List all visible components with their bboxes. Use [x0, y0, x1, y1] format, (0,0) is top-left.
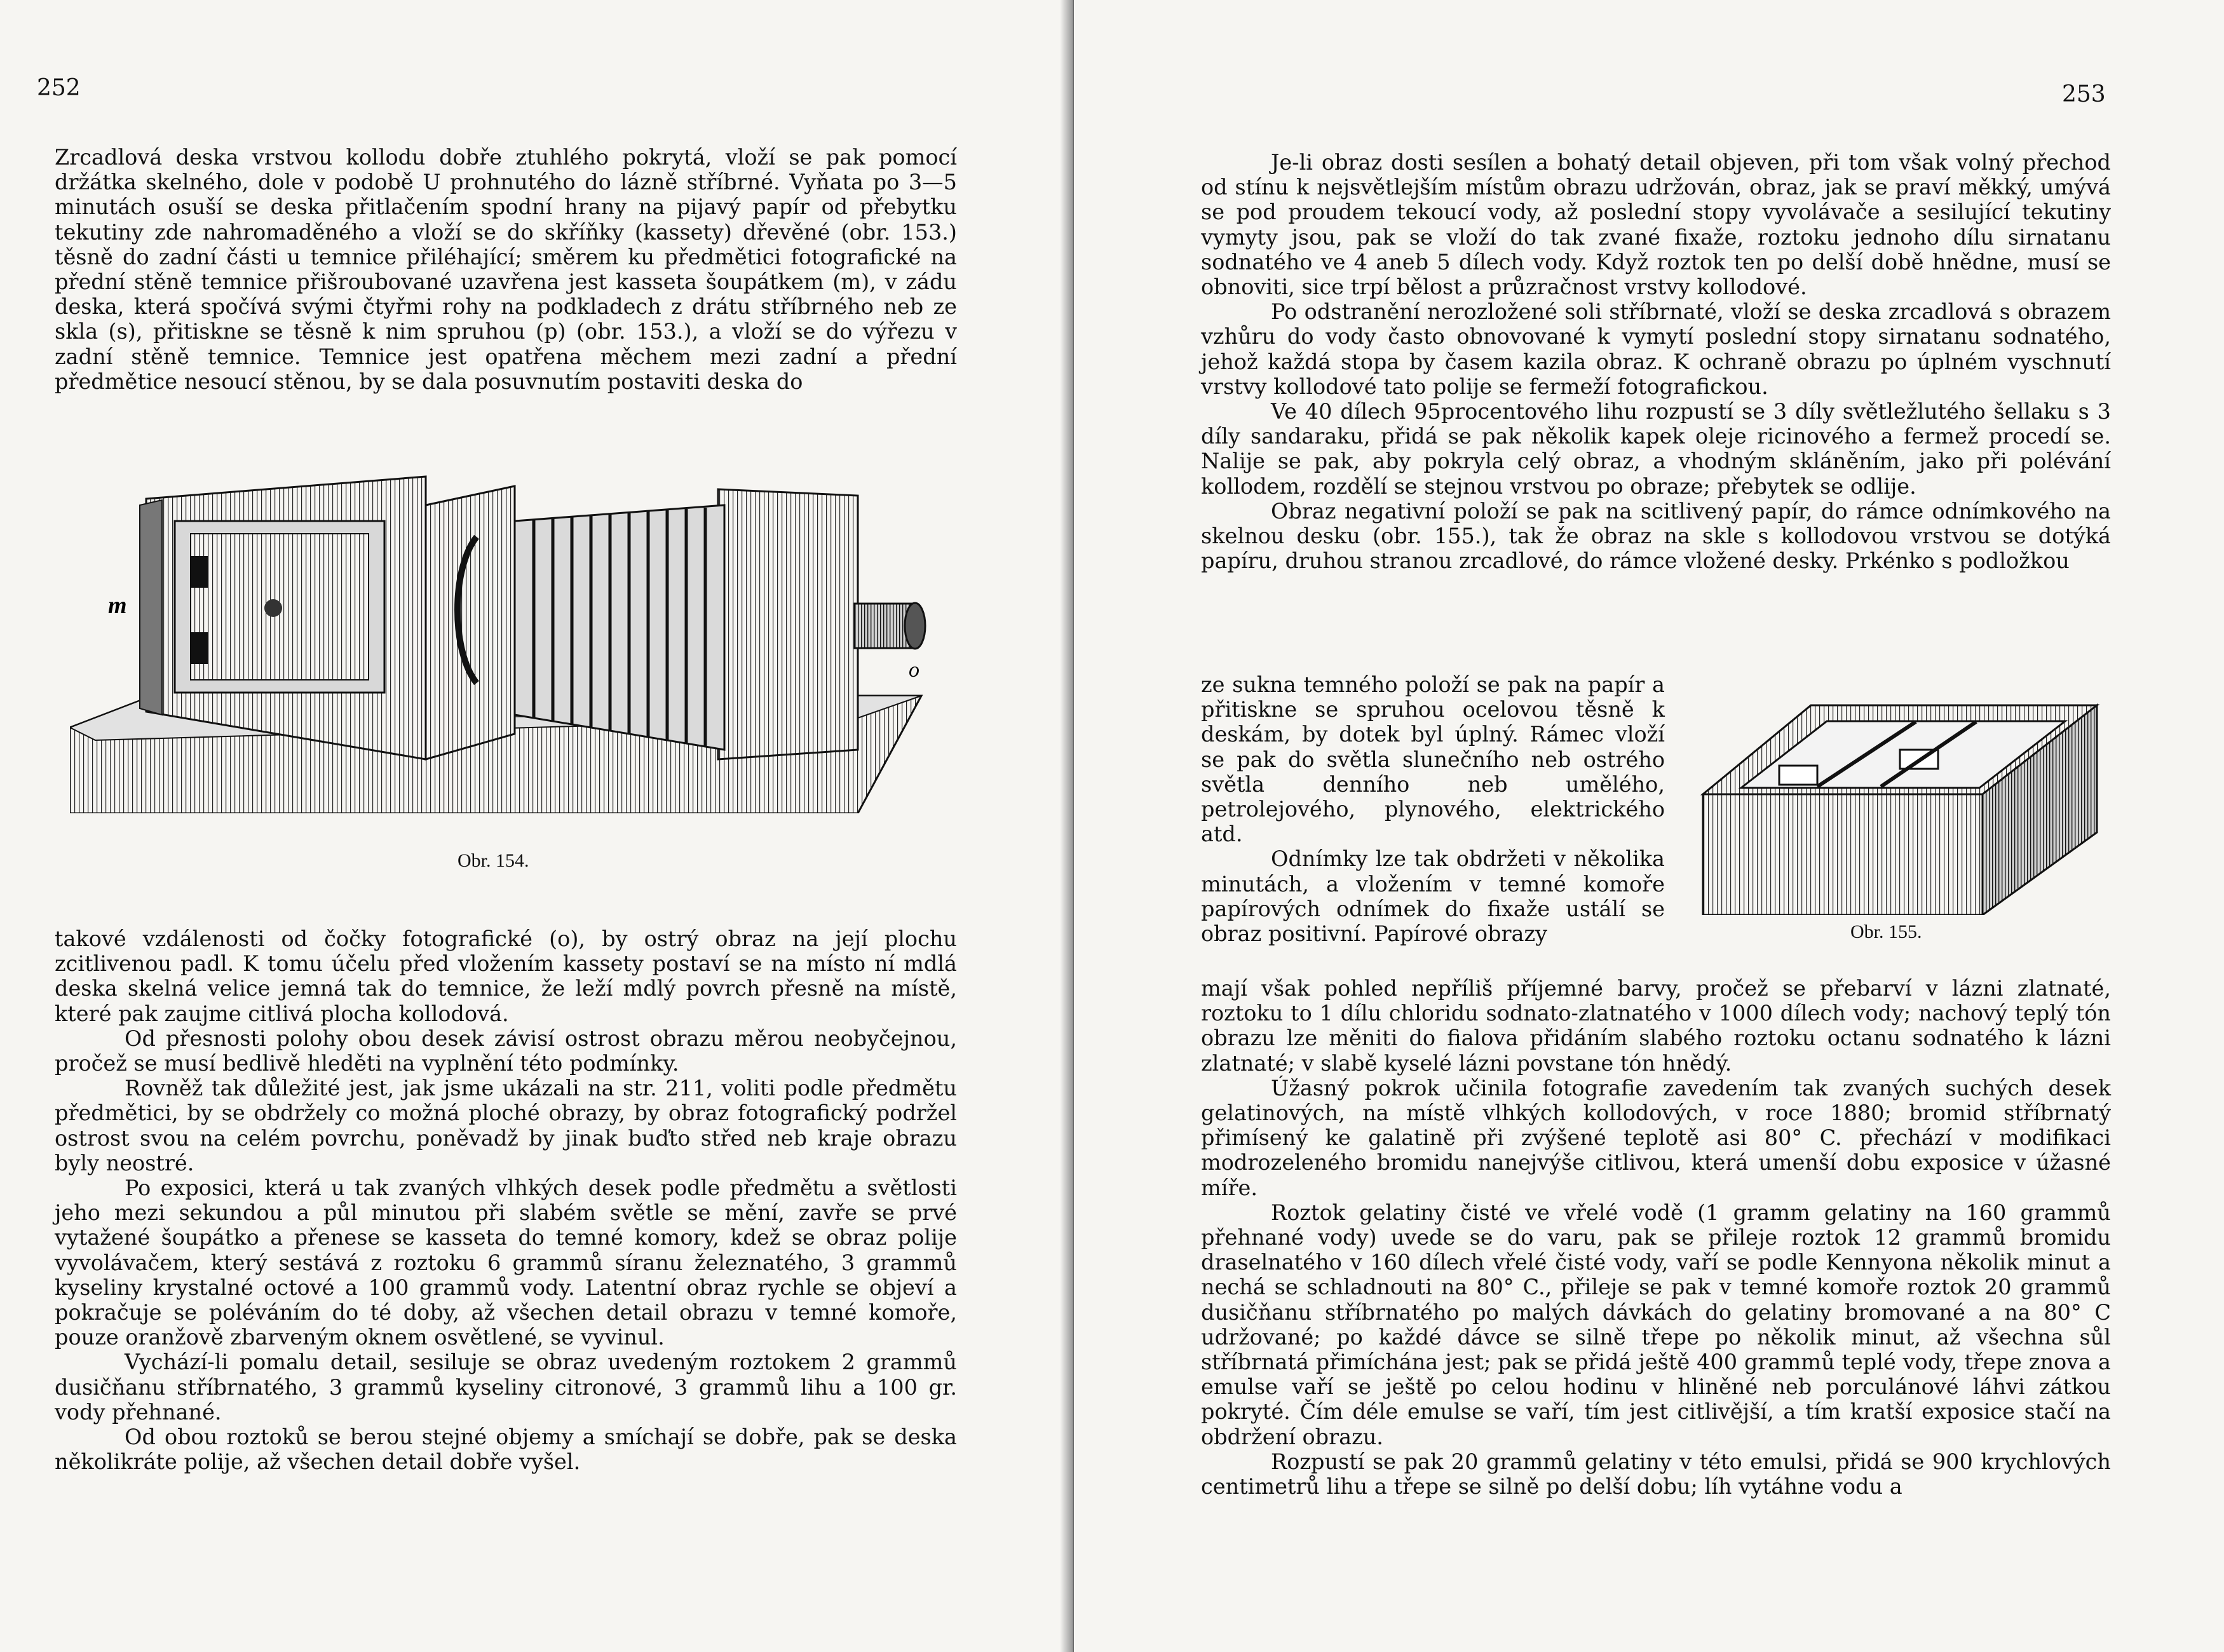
paragraph: Po exposici, která u tak zvaných vlhkých desek podle předmětu a světlosti jeho mezi sekundou a půl minutou při slabém světle se mění, zavře se prvé vytažené šoupátko a přenese se kasseta do temné komory, kdež se obraz polije vyvolávačem, který sestává z roztoku 6 grammů síranu železnatého, 3 grammů kyseliny krystalné octové a 100 grammů vody. Latentní obraz rychle se objeví a pokračuje se poléváním do té doby, až všechen detail obrazu v temné komoře, pouze oranžově zbarveným oknem osvětlené, se vyvinul.: [55, 1175, 957, 1350]
paragraph: Odnímky lze tak obdržeti v několika minutách, a vložením v temné komoře papírových odnímek do fixaže ustálí se obraz positivní. Papírové obrazy: [1201, 846, 1665, 947]
right-wrap-text: [1201, 672, 1665, 946]
front-standard: [718, 489, 858, 759]
left-page: [0, 0, 1074, 1652]
paragraph: Ve 40 dílech 95procentového lihu rozpustí se 3 díly světležlutého šellaku s 3 díly sandaraku, přidá se pak několik kapek oleje ricinového a fermež procedí se. Nalije se pak, aby pokryla celý obraz, a vhodným skláněním, jako při polévání kollodem, rozdělí se stejnou vrstvou po obraze; přebytek se odlije.: [1201, 399, 2111, 499]
bellows: [515, 505, 724, 750]
paragraph: Po odstranění nerozložené soli stříbrnaté, vloží se deska zrcadlová s obrazem vzhůru do vody často obnovované k vymytí poslední stopy sirnatanu sodnatého, jehož každá stopa by časem kazila obraz. K ochraně obrazu po úplném vyschnutí vrstvy kollodové tato polije se fermeží fotografickou.: [1201, 299, 2111, 399]
paragraph: Úžasný pokrok učinila fotografie zavedením tak zvaných suchých desek gelatinových, na místě vlhkých kollodových, v roce 1880; bromid stříbrnatý přimísený ke galatině při zvýšené teplotě asi 80° C. přechází v modifikaci modrozeleného bromidu nanejvýše citlivou, která umenší dobu exposice v úžasné míře.: [1201, 1075, 2111, 1200]
left-top-text: [55, 145, 957, 394]
paragraph: Rovněž tak důležité jest, jak jsme ukázali na str. 211, voliti podle předmětu předmětici, by se obdržely co možná ploché obrazy, by obraz fotografický podržel ostrost svou na celém povrchu, poněvadž by jinak buďto střed neb kraje obrazu byly neostré.: [55, 1076, 957, 1175]
paragraph: Je-li obraz dosti sesílen a bohatý detail objeven, při tom však volný přechod od stínu k nejsvětlejším místům obrazu udržován, obraz, jak se praví měkký, umývá se pod proudem tekoucí vody, až poslední stopy vyvolávače a sesilující tekutiny vymyty jsou, pak se vloží do tak zvané fixaže, roztoku jednoho dílu sirnatanu sodnatého ve 4 aneb 5 dílech vody. Když roztok ten po delší době hnědne, musí se obnoviti, sice trpí bělost a průzračnost vrstvy kollodové.: [1201, 150, 2111, 300]
paragraph: Zrcadlová deska vrstvou kollodu dobře ztuhlého pokrytá, vloží se pak pomocí držátka skelného, dole v podobě U prohnutého do lázně stříbrné. Vyňata po 3—5 minutách osuší se deska přitlačením spodní hrany na pijavý papír od přebytku tekutiny zde nahromaděného a vloží se do skříňky (kassety) dřevěné (obr. 153.) těsně do zadní části u temnice přiléhající; směrem ku předmětici fotografické na přední stěně temnice přišroubované uzavřena jest kasseta šoupátkem (m), v zádu deska, která spočívá svými čtyřmi rohy na podkladech z drátu stříbrného neb ze skla (s), přitiskne se těsně k nim spruhou (p) (obr. 153.), a vloží se do výřezu v zadní stěně temnice. Temnice jest opatřena měchem mezi zadní a přední předmětice nesoucí stěnou, by se dala posuvnutím postaviti deska do: [55, 145, 957, 394]
figure-label-o: o: [909, 658, 919, 682]
paragraph: ze sukna temného položí se pak na papír a přitiskne se spruhou ocelovou těsně k deskám, by dotek byl úplný. Rámec vloží se pak do světla slunečního neb ostrého světla denního neb umělého, petrolejového, plynového, elektrického atd.: [1201, 672, 1665, 847]
paragraph: Vychází-li pomalu detail, sesiluje se obraz uvedeným roztokem 2 grammů dusičňanu stříbrnatého, 3 grammů kyseliny citronové, 3 grammů lihu a 100 gr. vody přehnané.: [55, 1350, 957, 1425]
camera-figure: [70, 461, 972, 813]
paragraph: takové vzdálenosti od čočky fotografické (o), by ostrý obraz na její plochu zcitlivenou padl. K tomu účelu před vložením kassety postaví se na místo ní mdlá deska skelná velice jemná tak do temnice, že leží mdlý povrch přesně na místě, které pak zaujme citlivá plocha kollodová.: [55, 926, 957, 1026]
paragraph: Obraz negativní položí se pak na scitlivený papír, do rámce odnímkového na skelnou desku (obr. 155.), tak že obraz na skle s kollodovou vrstvou se dotýká papíru, druhou stranou zrcadlové, do rámce vložené desky. Prkénko s podložkou: [1201, 498, 2111, 574]
printing-frame-figure: [1690, 699, 2110, 915]
lens-icon: [855, 603, 925, 649]
paragraph: Rozpustí se pak 20 grammů gelatiny v této emulsi, přidá se 900 krychlových centimetrů lihu a třepe se silně po delší dobu; líh vytáhne vodu a: [1201, 1449, 2111, 1500]
paragraph: mají však pohled nepříliš příjemné barvy, pročež se přebarví v lázni zlatnaté, roztoku to 1 dílu chloridu sodnato-zlatnatého v 1000 dílech vody; nachový teplý tón obrazu lze měniti do fialova přidáním slabého roztoku octanu sodnatého k lázni zlatnaté; v slabě kyselé lázni povstane tón hnědý.: [1201, 976, 2111, 1076]
left-bottom-text: [55, 926, 957, 1474]
right-bottom-text: [1201, 976, 2111, 1499]
paragraph: Od obou roztoků se berou stejné objemy a smíchají se dobře, pak se deska několikráte polije, až všechen detail dobře vyšel.: [55, 1425, 957, 1475]
paragraph: Od přesnosti polohy obou desek závisí ostrost obrazu měrou neobyčejnou, pročež se musí bedlivě hleděti na vyplnění této podmínky.: [55, 1026, 957, 1076]
rear-standard: [426, 486, 515, 759]
page-number-right: 253: [2062, 81, 2106, 107]
figure-caption: Obr. 155.: [1850, 921, 1922, 942]
right-top-text: [1201, 150, 2111, 573]
paragraph: Roztok gelatiny čisté ve vřelé vodě (1 gramm gelatiny na 160 grammů přehnané vody) uvede se do varu, pak se přileje roztok 12 grammů bromidu draselnatého v 160 dílech vřelé čisté vody, vaří se podle Kennyona několik minut a nechá se schladnouti na 80° C., přileje se pak v temné komoře roztok 20 grammů dusičňanu stříbrnatého po malých dávkách do gelatiny bromované a na 80° C udržované; po každé dávce se silně třepe po několik minut, až všechna sůl stříbrnatá přimíchána jest; pak se přidá ještě 400 grammů teplé vody, třepe znova a emulse vaří se ještě po celou hodinu v hliněné neb porculánové láhvi zátkou pokryté. Čím déle emulse se vaří, tím jest citlivější, a tím kratší exposice stačí na obdržení obrazu.: [1201, 1200, 2111, 1449]
page-number-left: 252: [37, 75, 81, 101]
figure-label-m: m: [108, 592, 127, 619]
figure-caption: Obr. 154.: [458, 850, 529, 871]
